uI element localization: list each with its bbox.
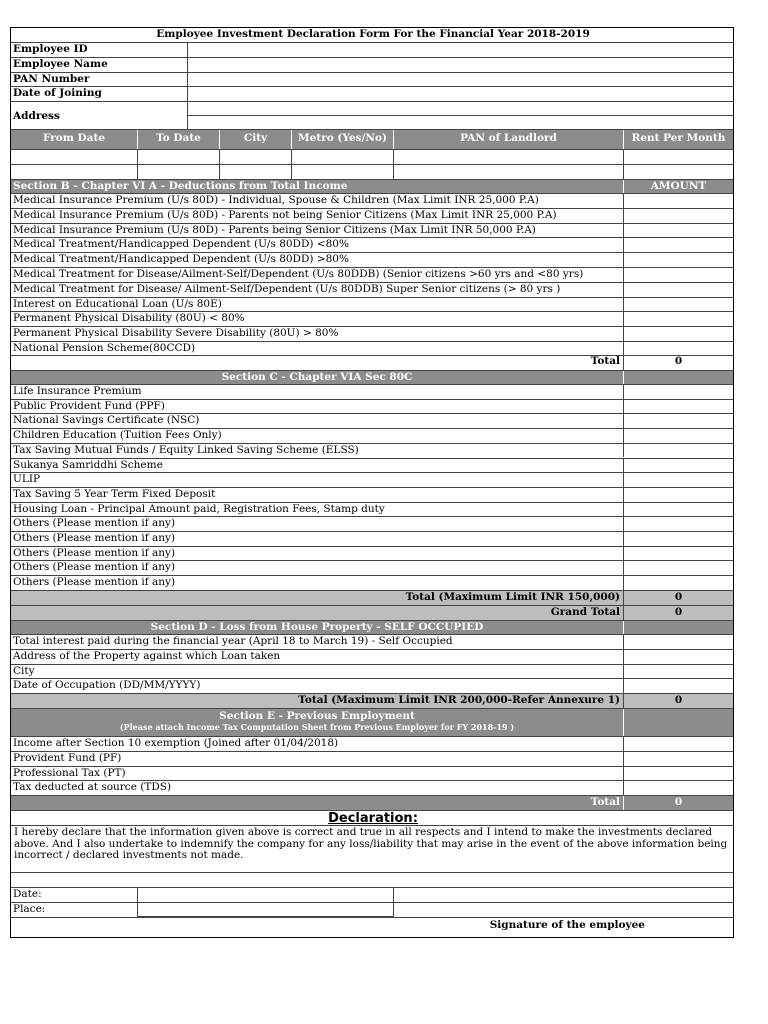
signature-row	[11, 917, 733, 937]
section-c-amount-field[interactable]	[623, 385, 733, 399]
rent-header-to-date: To Date	[137, 130, 219, 149]
section-e-row	[11, 736, 733, 751]
pan-number-row	[11, 72, 733, 86]
section-e-row	[11, 766, 733, 781]
employee-name-label: Employee Name	[13, 58, 108, 70]
form-title: Employee Investment Declaration Form For the Financial Year 2018-2019	[156, 28, 590, 40]
section-d-row	[11, 678, 733, 693]
rent-from-date-field[interactable]	[11, 150, 137, 164]
section-b-item-label: Interest on Educational Loan (U/s 80E)	[13, 297, 222, 310]
section-c-item-label: Others (Please mention if any)	[13, 532, 176, 544]
date-field[interactable]	[137, 888, 393, 902]
section-c-total-value: 0	[623, 591, 733, 605]
section-c-row	[11, 575, 733, 590]
section-c-item-label: National Savings Certificate (NSC)	[13, 414, 200, 427]
section-c-total-label: Total (Maximum Limit INR 150,000)	[405, 591, 620, 603]
section-d-amount-field[interactable]	[623, 650, 733, 664]
section-e-item-label: Professional Tax (PT)	[13, 766, 126, 779]
section-b-row	[11, 297, 733, 312]
section-b-row	[11, 267, 733, 282]
section-c-amount-field[interactable]	[623, 576, 733, 590]
section-c-amount-field[interactable]	[623, 473, 733, 487]
grand-total-row	[11, 605, 733, 620]
rent-header-row	[11, 129, 733, 149]
section-b-row	[11, 311, 733, 326]
section-b-row	[11, 208, 733, 223]
section-c-amount-field[interactable]	[623, 414, 733, 428]
section-b-row	[11, 252, 733, 267]
section-c-item-label: ULIP	[13, 473, 41, 486]
section-b-amount-field[interactable]	[623, 224, 733, 238]
rent-per-month-field[interactable]	[623, 165, 733, 179]
rent-to-date-field[interactable]	[137, 165, 219, 179]
section-e-total-label: Total	[590, 796, 620, 808]
declaration-text-row	[11, 825, 733, 872]
employee-name-field[interactable]	[187, 58, 733, 72]
grand-total-value: 0	[623, 606, 733, 620]
section-e-total-row	[11, 795, 733, 810]
section-d-total-row	[11, 693, 733, 708]
section-b-title: Section B - Chapter VI A - Deductions from Total Income	[13, 180, 348, 192]
section-d-row	[11, 634, 733, 649]
section-d-total-label: Total (Maximum Limit INR 200,000-Refer Annexure 1)	[298, 694, 620, 706]
date-of-joining-label: Date of Joining	[13, 87, 102, 99]
section-c-header-amount	[623, 371, 733, 384]
section-c-item-label: Others (Please mention if any)	[13, 517, 176, 530]
rent-city-field[interactable]	[219, 150, 291, 164]
section-e-title-block	[11, 709, 623, 736]
rent-row-2	[11, 164, 733, 179]
rent-pan-landlord-field[interactable]	[393, 150, 623, 164]
rent-header-city: City	[219, 130, 291, 149]
section-c-amount-field[interactable]	[623, 429, 733, 443]
section-b-amount-field[interactable]	[623, 209, 733, 223]
address-label: Address	[13, 110, 60, 122]
section-d-amount-field[interactable]	[623, 635, 733, 649]
section-c-row	[11, 487, 733, 502]
section-c-row	[11, 458, 733, 473]
declaration-title-row	[11, 810, 733, 825]
section-b-row	[11, 237, 733, 252]
signature-area-top	[393, 888, 733, 902]
place-row	[11, 902, 733, 917]
section-e-row	[11, 780, 733, 795]
section-d-header-amount	[623, 621, 733, 634]
address-field-line-1[interactable]	[187, 102, 733, 116]
pan-number-field[interactable]	[187, 73, 733, 86]
section-b-row	[11, 193, 733, 208]
section-b-amount-field[interactable]	[623, 312, 733, 326]
section-e-item-label: Tax deducted at source (TDS)	[13, 781, 172, 794]
declaration-text: I hereby declare that the information given above is correct and true in all respects and I intend to make the investments declared above. And I also undertake to indemnify the company for any loss/liability that may arise in the event of the above information being incorrect / declared investments not made.	[14, 826, 728, 861]
section-b-amount-field[interactable]	[623, 342, 733, 355]
section-d-item-label: City	[13, 664, 35, 677]
section-c-item-label: Life Insurance Premium	[13, 385, 142, 397]
rent-header-rent-per-month: Rent Per Month	[623, 130, 733, 149]
rent-header-metro: Metro (Yes/No)	[291, 130, 393, 149]
section-b-item-label: Medical Insurance Premium (U/s 80D) - Parents being Senior Citizens (Max Limit INR 50,000 P.A)	[13, 223, 536, 236]
section-c-amount-field[interactable]	[623, 444, 733, 458]
section-b-total-row	[11, 355, 733, 370]
section-c-amount-field[interactable]	[623, 561, 733, 575]
section-b-amount-field[interactable]	[623, 253, 733, 267]
section-b-item-label: Medical Insurance Premium (U/s 80D) - Individual, Spouse & Children (Max Limit INR 25,000 P.A)	[13, 194, 539, 206]
place-field[interactable]	[137, 903, 393, 917]
rent-per-month-field[interactable]	[623, 150, 733, 164]
section-c-item-label: Children Education (Tuition Fees Only)	[13, 429, 222, 442]
section-c-amount-field[interactable]	[623, 532, 733, 546]
section-c-item-label: Public Provident Fund (PPF)	[13, 399, 165, 412]
section-d-row	[11, 664, 733, 679]
section-d-title: Section D - Loss from House Property - SELF OCCUPIED	[150, 621, 484, 633]
address-row	[11, 101, 733, 129]
section-c-amount-field[interactable]	[623, 547, 733, 561]
section-b-item-label: Medical Treatment for Disease/Ailment-Self/Dependent (U/s 80DDB) (Senior citizens >60 yrs and <80 yrs)	[13, 268, 584, 280]
rent-row-1	[11, 149, 733, 164]
section-c-item-label: Others (Please mention if any)	[13, 576, 176, 589]
section-e-header	[11, 708, 733, 736]
investment-declaration-form	[10, 27, 734, 938]
section-b-item-label: Permanent Physical Disability Severe Disability (80U) > 80%	[13, 327, 339, 340]
section-c-item-label: Others (Please mention if any)	[13, 546, 176, 559]
section-c-amount-field[interactable]	[623, 488, 733, 502]
section-b-total-value: 0	[623, 355, 733, 370]
section-c-item-label: Sukanya Samriddhi Scheme	[13, 458, 163, 471]
date-of-joining-field[interactable]	[187, 87, 733, 101]
section-c-row	[11, 472, 733, 487]
amount-header: AMOUNT	[623, 180, 733, 193]
rent-metro-field[interactable]	[291, 150, 393, 164]
section-c-item-label: Others (Please mention if any)	[13, 561, 176, 574]
section-c-amount-field[interactable]	[623, 517, 733, 531]
section-b-item-label: Medical Insurance Premium (U/s 80D) - Parents not being Senior Citizens (Max Limit INR 25,000 P.A)	[13, 208, 557, 221]
section-e-item-label: Income after Section 10 exemption (Joined after 01/04/2018)	[13, 737, 339, 749]
section-e-amount-field[interactable]	[623, 752, 733, 766]
section-c-row	[11, 502, 733, 517]
section-d-header	[11, 620, 733, 634]
employee-id-field[interactable]	[187, 43, 733, 57]
employee-id-label: Employee ID	[13, 43, 88, 55]
section-c-item-label: Tax Saving Mutual Funds / Equity Linked Saving Scheme (ELSS)	[13, 443, 359, 456]
place-row-divider	[11, 902, 733, 903]
section-b-amount-field[interactable]	[623, 194, 733, 208]
section-d-item-label: Total interest paid during the financial year (April 18 to March 19) - Self Occupied	[13, 635, 453, 647]
section-c-row	[11, 384, 733, 399]
form-title-row	[11, 28, 733, 42]
date-of-joining-row	[11, 86, 733, 101]
place-label: Place:	[13, 903, 46, 915]
section-b-amount-field[interactable]	[623, 268, 733, 282]
section-e-header-amount	[623, 709, 733, 736]
section-b-amount-field[interactable]	[623, 327, 733, 341]
section-b-row	[11, 282, 733, 297]
pan-number-label: PAN Number	[13, 73, 90, 85]
address-field-line-2[interactable]	[187, 116, 733, 130]
section-d-row	[11, 649, 733, 664]
section-e-amount-field[interactable]	[623, 737, 733, 751]
signature-label: Signature of the employee	[489, 919, 645, 931]
employee-id-row	[11, 42, 733, 57]
section-c-header	[11, 370, 733, 384]
declaration-spacer-row	[11, 872, 733, 887]
section-d-item-label: Date of Occupation (DD/MM/YYYY)	[13, 679, 201, 692]
section-b-row	[11, 326, 733, 341]
section-c-row	[11, 443, 733, 458]
rent-city-field[interactable]	[219, 165, 291, 179]
section-c-row	[11, 413, 733, 428]
section-b-amount-field[interactable]	[623, 238, 733, 252]
section-b-row	[11, 223, 733, 238]
section-c-row	[11, 516, 733, 531]
section-e-item-label: Provident Fund (PF)	[13, 751, 122, 764]
section-d-amount-field[interactable]	[623, 679, 733, 693]
declaration-title: Declaration:	[328, 811, 418, 825]
section-c-title: Section C - Chapter VIA Sec 80C	[221, 371, 413, 383]
rent-metro-field[interactable]	[291, 165, 393, 179]
section-b-header	[11, 179, 733, 193]
grand-total-label: Grand Total	[550, 606, 620, 618]
section-d-amount-field[interactable]	[623, 665, 733, 679]
date-row	[11, 887, 733, 902]
section-c-total-row	[11, 590, 733, 605]
section-e-amount-field[interactable]	[623, 767, 733, 781]
section-b-item-label: Permanent Physical Disability (80U) < 80%	[13, 312, 245, 325]
section-b-item-label: National Pension Scheme(80CCD)	[13, 342, 196, 354]
section-b-item-label: Medical Treatment for Disease/ Ailment-Self/Dependent (U/s 80DDB) Super Senior citizens (> 80 yrs )	[13, 282, 561, 295]
section-c-amount-field[interactable]	[623, 400, 733, 414]
rent-header-pan-landlord: PAN of Landlord	[393, 130, 623, 149]
signature-area[interactable]	[393, 903, 733, 917]
section-e-amount-field[interactable]	[623, 781, 733, 795]
section-b-item-label: Medical Treatment/Handicapped Dependent (U/s 80DD) >80%	[13, 253, 349, 266]
section-c-item-label: Tax Saving 5 Year Term Fixed Deposit	[13, 487, 216, 500]
rent-from-date-field[interactable]	[11, 165, 137, 179]
section-c-row	[11, 428, 733, 443]
section-b-row	[11, 341, 733, 355]
section-b-amount-field[interactable]	[623, 298, 733, 312]
section-c-row	[11, 560, 733, 575]
section-c-row	[11, 531, 733, 546]
rent-header-from-date: From Date	[42, 132, 105, 144]
section-b-item-label: Medical Treatment/Handicapped Dependent (U/s 80DD) <80%	[13, 238, 349, 251]
section-c-item-label: Housing Loan - Principal Amount paid, Registration Fees, Stamp duty	[13, 502, 385, 515]
section-b-total-label: Total	[590, 355, 620, 367]
section-b-amount-field[interactable]	[623, 283, 733, 297]
section-e-title: Section E - Previous Employment	[219, 710, 415, 722]
section-c-row	[11, 399, 733, 414]
rent-to-date-field[interactable]	[137, 150, 219, 164]
section-c-row	[11, 546, 733, 561]
rent-pan-landlord-field[interactable]	[393, 165, 623, 179]
section-e-subtitle: (Please attach Income Tax Computation Sheet from Previous Employer for FY 2018-19 )	[119, 722, 515, 732]
section-d-total-value: 0	[623, 694, 733, 708]
employee-name-row	[11, 57, 733, 72]
date-label: Date:	[13, 888, 42, 900]
section-e-row	[11, 751, 733, 766]
section-e-total-value: 0	[623, 796, 733, 810]
section-c-amount-field[interactable]	[623, 503, 733, 517]
section-c-amount-field[interactable]	[623, 459, 733, 473]
section-d-item-label: Address of the Property against which Loan taken	[13, 649, 281, 662]
